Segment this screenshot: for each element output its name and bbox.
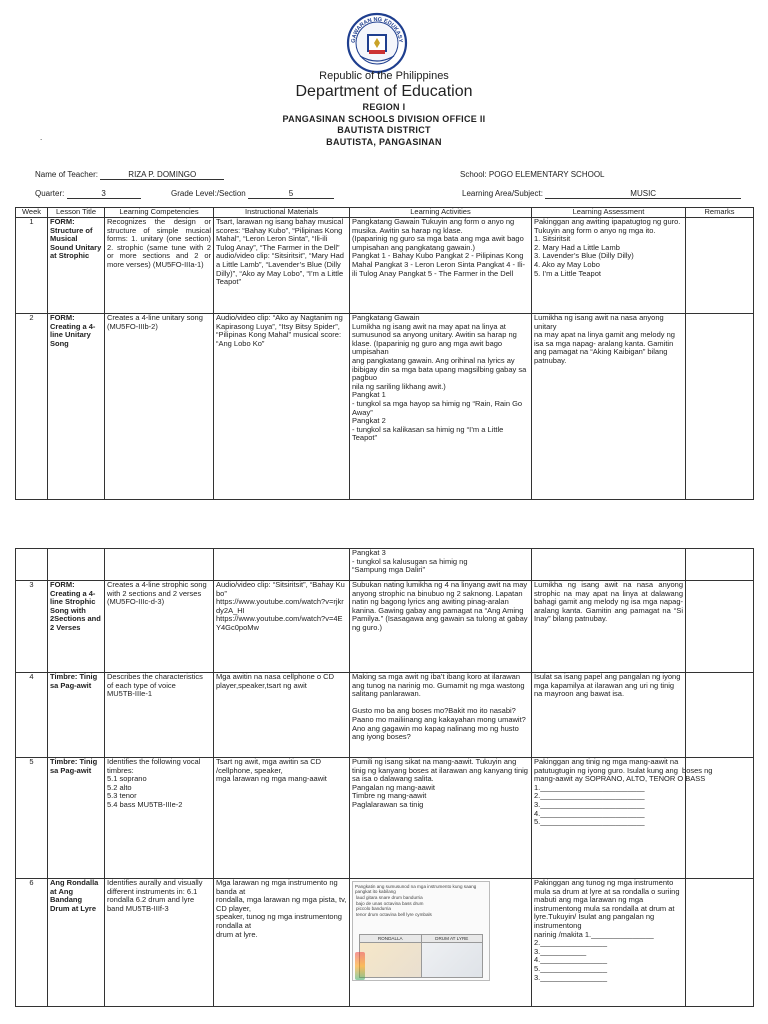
stray-dot: . — [40, 133, 43, 142]
remarks-cell — [686, 314, 754, 500]
school-label: School: — [460, 170, 487, 179]
lesson-plan-table-part2 — [15, 548, 754, 1007]
week-cell: 1 — [16, 218, 48, 314]
area-label: Learning Area/Subject: — [462, 189, 543, 198]
remarks-cell — [686, 673, 754, 758]
activities-cell: Pangkatang Gawain Lumikha ng isang awit na may apat na linya at sumusunod sa anyong unitary. Awitin sa harap ng klase. (Ipaparinig ng guro ang mga awit bago umpisahan ang pangkatang gawain. Ang orihinal na lyrics ay ibibigay din sa mga bata upang magsilbing gabay sa pagbuo nila ng sariling likhang awit.) Pangkat 1 - tungkol sa mga hayop sa himig ng “Rain, Rain Go Away” Pangkat 2 - tungkol sa kalikasan sa himig ng “I’m a Little Teapot” — [350, 314, 532, 500]
table-row — [16, 314, 754, 500]
activities-cell: Pangkatang Gawain Tukuyin ang form o anyo ng musika. Awitin sa harap ng klase. (Ipaparinig ng guro sa mga bata ang mga awit bago umpisahan ang pangkatang gawain.) Pangkat 1 - Bahay Kubo Pangkat 2 - Pilipinas Kong Mahal Pangkat 3 - Leron Leron Sinta Pangkat 4 - Ili-ili Tulog Anay Pangkat 5 - The Farmer in the Dell — [350, 218, 532, 314]
header-assessment: Learning Assessment — [532, 208, 686, 218]
activities-cell: Subukan nating lumikha ng 4 na linyang awit na may anyong strophic na binubuo ng 2 saknong. Lapatan natin ng bagong lyrics ang awiting pinag-aralan kanina. Gawing gabay ang pamagat na “Ang Aming Pamilya.” (Isasagawa ang gawain sa tulong at gabay ng guro.) — [350, 581, 532, 673]
assessment-cell — [532, 549, 686, 581]
title-cell: FORM: Creating a 4-line Unitary Song — [48, 314, 105, 500]
grade-value: 5 — [248, 189, 334, 199]
worksheet-col-rondalla: RONDALLA — [360, 935, 422, 942]
teacher-value: RIZA P. DOMINGO — [100, 170, 224, 180]
school-value: POGO ELEMENTARY SCHOOL — [488, 170, 605, 179]
competencies-cell: Creates a 4-line strophic song with 2 sections and 2 verses (MU5FO-IIIc-d-3) — [105, 581, 214, 673]
remarks-cell — [686, 549, 754, 581]
town-text: BAUTISTA, PANGASINAN — [326, 137, 442, 147]
header-materials: Instructional Materials — [214, 208, 350, 218]
seal-text: GAWARAN NG EDUKASY — [350, 16, 404, 44]
worksheet-sorting-table — [359, 934, 483, 978]
area-value: MUSIC — [545, 189, 741, 199]
title-cell: Ang Rondalla at Ang Bandang Drum at Lyre — [48, 879, 105, 1007]
header-lesson-title: Lesson Title — [48, 208, 105, 218]
week-cell — [16, 549, 48, 581]
worksheet-col-drum-lyre: DRUM AT LYRE — [435, 936, 469, 941]
week-cell: 4 — [16, 673, 48, 758]
table-row — [16, 758, 754, 879]
assessment-cell: Pakinggan ang tunog ng mga instrumento mula sa drum at lyre at sa rondalla o suriing mabuti ang mga larawan ng mga instrumentong mula sa rondalla at drum at lyre.Tukuyin/ Isulat ang pangalan ng instrumentong narinig /makita 1._______________ 2.________________ 3.___________ 4.________________ 5.________________ 3.________________ — [532, 879, 686, 1007]
table-row — [16, 879, 754, 1007]
table-row — [16, 549, 754, 581]
materials-cell: Audio/video clip: “Ako ay Nagtanim ng Kapirasong Luya”, “Itsy Bitsy Spider”, “Pilipinas Kong Mahal” musical score: “Ang Lobo Ko” — [214, 314, 350, 500]
activities-cell — [350, 879, 532, 1007]
materials-cell: Audio/video clip: “Sitsiritsit”, “Bahay Kubo” https://www.youtube.com/watch?v=rjkrdy2A_HI https://www.youtube.com/watch?v=4EY4Gc0poMw — [214, 581, 350, 673]
title-cell: Timbre: Tinig sa Pag-awit — [48, 673, 105, 758]
competencies-cell — [105, 549, 214, 581]
grade-field — [171, 189, 334, 199]
assessment-cell: Lumikha ng isang awit na nasa anyong unitary na may apat na linya gamit ang melody ng isa sa mga napag- aralang kanta. Gamitin ang pamagat na “Aking Kaibigan” bilang patnubay. — [532, 314, 686, 500]
header-remarks: Remarks — [686, 208, 754, 218]
activities-cell: Pumili ng isang sikat na mang-aawit. Tukuyin ang tinig ng kanyang boses at ilarawan ang kanyang tinig sa isa o dalawang salita. Pangalan ng mang-aawit Timbre ng mang-aawit Paglalarawan sa tinig — [350, 758, 532, 879]
competencies-cell: Recognizes the design or structure of simple musical forms: 1. unitary (one section) 2. strophic (same tune with 2 or more sections and 2 or more verses) (MU5FO-IIIa-1) — [105, 218, 214, 314]
week-cell: 2 — [16, 314, 48, 500]
quarter-label: Quarter: — [35, 189, 65, 198]
activities-cell: Making sa mga awit ng iba’t ibang koro at ilarawan ang tunog na narinig mo. Gumamit ng mga wastong salitang panlarawan. Gusto mo ba ang boses mo?Bakit mo ito nasabi? Paano mo mailiinang ang kakayahan mong umawit? Ano ang gagawin mo kapag nalinang mo ng husto ang iyong boses? — [350, 673, 532, 758]
region-text: REGION I — [362, 102, 406, 112]
title-cell: FORM: Creating a 4-line Strophic Song with 2Sections and 2 Verses — [48, 581, 105, 673]
division-text: PANGASINAN SCHOOLS DIVISION OFFICE II — [282, 114, 486, 124]
materials-cell: Mga larawan ng mga instrumento ng banda at rondalla, mga larawan ng mga pista, tv, CD player, speaker, tunog ng mga instrumentong rondalla at drum at lyre. — [214, 879, 350, 1007]
grade-label: Grade Level:/Section — [171, 189, 246, 198]
week-cell: 3 — [16, 581, 48, 673]
materials-cell — [214, 549, 350, 581]
title-cell — [48, 549, 105, 581]
materials-cell: Tsart, larawan ng isang bahay musical scores: “Bahay Kubo”, “Pilipinas Kong Mahal”, “Leron Leron Sinta”, “Ili-ili Tulog Anay”, “The Farmer in the Dell” audio/video clip: “Sitsiritsit”, “Mary Had a Little Lamb”, “Lavender’s Blue (Dilly Dilly)”, “Ako ay May Lobo”, “I’m a Little Teapot” — [214, 218, 350, 314]
instrument-sorting-worksheet-image — [352, 881, 490, 981]
table-row — [16, 218, 754, 314]
lesson-plan-table-part1 — [15, 207, 754, 500]
header-competencies: Learning Competencies — [105, 208, 214, 218]
competencies-cell: Identifies aurally and visually different instruments in: 6.1 rondalla 6.2 drum and lyre band MU5TB-IIIf-3 — [105, 879, 214, 1007]
worksheet-instrument-list: laud gitara snare drum bandurria bajo de unas octavina bass drum piccolo bandurria tenor drum octavina bell lyre cymbals — [356, 895, 432, 917]
department-title: Department of Education — [295, 83, 473, 100]
assessment-cell: Isulat sa isang papel ang pangalan ng iyong mga kapamilya at ilarawan ang uri ng tinig na mayroon ang bawat isa. — [532, 673, 686, 758]
competencies-cell: Identifies the following vocal timbres: 5.1 soprano 5.2 alto 5.3 tenor 5.4 bass MU5TB-IIIe-2 — [105, 758, 214, 879]
header-activities: Learning Activities — [350, 208, 532, 218]
teacher-field — [35, 170, 224, 180]
header-week: Week — [16, 208, 48, 218]
assessment-cell: Lumikha ng isang awit na nasa anyong strophic na may apat na linya at dalawang bahagi gamit ang melody ng isa mga napag-aralang kanta. Gamitin ang pamagat na “Si Inay” bilang patnubay. — [532, 581, 686, 673]
decorative-ribbon — [355, 952, 365, 980]
remarks-cell — [686, 581, 754, 673]
drum-lyre-picture — [422, 943, 483, 977]
quarter-value: 3 — [67, 189, 141, 199]
materials-cell: Tsart ng awit, mga awitin sa CD /cellphone, speaker, mga larawan ng mga mang-aawit — [214, 758, 350, 879]
competencies-cell: Creates a 4-line unitary song (MU5FO-IIIb-2) — [105, 314, 214, 500]
assessment-cell: Pakinggan ang tinig ng mga mang-aawit na patutugtugin ng iyong guro. Isulat kung ang boses ng mang-aawit ay SOPRANO, ALTO, TENOR O BASS 1._________________________ 2._________________________ 3._________________________ 4._________________________ 5._________________________ — [532, 758, 686, 879]
area-field — [462, 189, 741, 199]
district-text: BAUTISTA DISTRICT — [337, 125, 431, 135]
school-field — [460, 170, 605, 179]
table-header-row — [16, 208, 754, 218]
title-cell: FORM: Structure of Musical Sound Unitary at Strophic — [48, 218, 105, 314]
week-cell: 5 — [16, 758, 48, 879]
quarter-field — [35, 189, 141, 199]
teacher-label: Name of Teacher: — [35, 170, 98, 179]
remarks-cell — [686, 218, 754, 314]
table-row — [16, 673, 754, 758]
deped-seal — [346, 12, 408, 74]
title-cell: Timbre: Tinig sa Pag-awit — [48, 758, 105, 879]
table-row — [16, 581, 754, 673]
rondalla-picture — [360, 943, 422, 977]
worksheet-caption: Pangkatin ang sumusunod na mga instrumento kung saang pangkat ito kabilang — [355, 884, 477, 895]
week-cell: 6 — [16, 879, 48, 1007]
activities-cell: Pangkat 3 - tungkol sa kalusugan sa himig ng “Sampung mga Daliri” — [350, 549, 532, 581]
materials-cell: Mga awitin na nasa cellphone o CD player,speaker,tsart ng awit — [214, 673, 350, 758]
assessment-cell: Pakinggan ang awiting ipapatugtog ng guro. Tukuyin ang form o anyo ng mga ito. 1. Sitsiritsit 2. Mary Had a Little Lamb 3. Lavender’s Blue (Dilly Dilly) 4. Ako ay May Lobo 5. I’m a Little Teapot — [532, 218, 686, 314]
remarks-cell — [686, 879, 754, 1007]
competencies-cell: Describes the characteristics of each type of voice MU5TB-IIIe-1 — [105, 673, 214, 758]
republic-text: Republic of the Philippines — [319, 70, 449, 82]
